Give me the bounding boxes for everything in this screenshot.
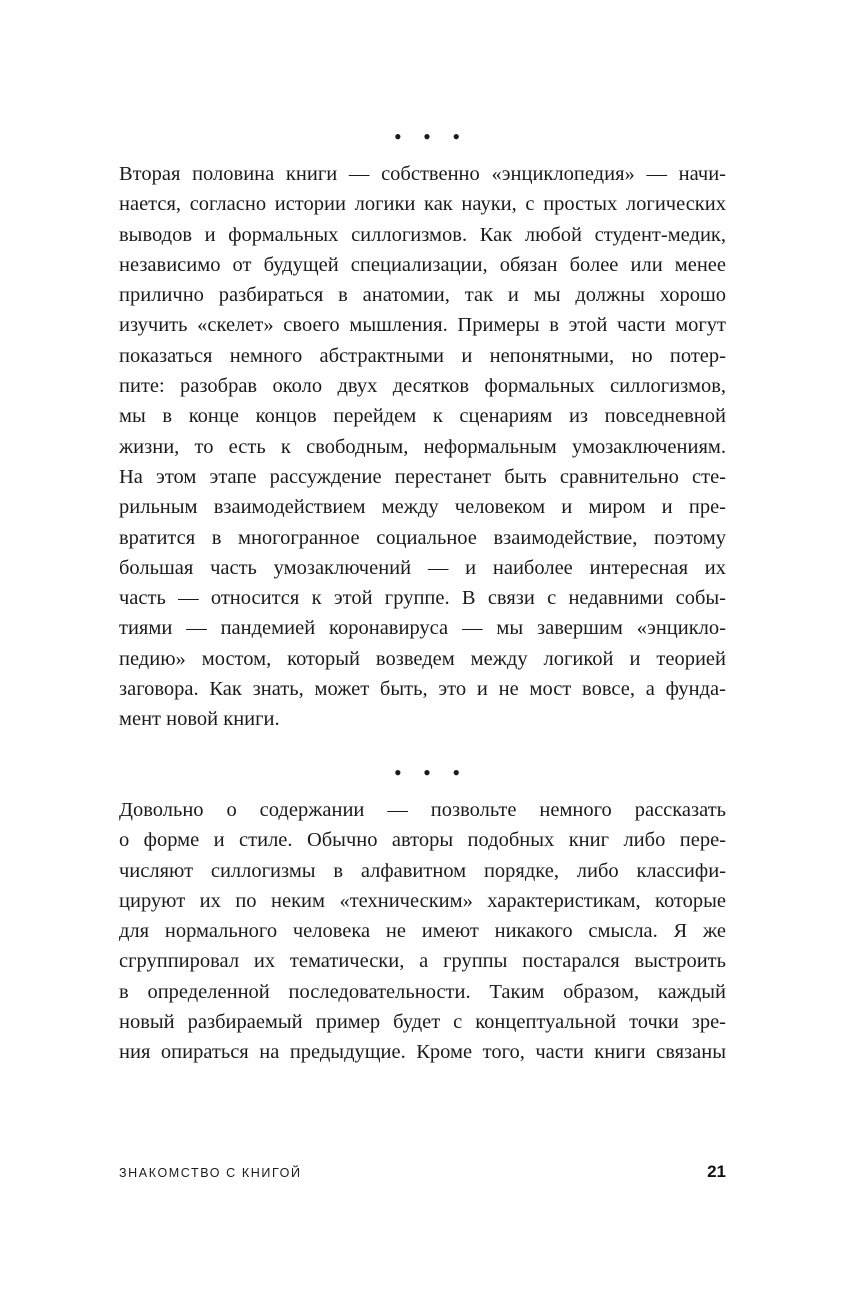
text-line: независимо от будущей специализации, обязан более или менее (119, 253, 726, 276)
text-line: сгруппировал их тематически, а группы постарался выстроить (119, 950, 726, 973)
text-line: часть — относится к этой группе. В связи с недавними собы- (119, 587, 726, 610)
text-line: цируют их по неким «техническим» характеристикам, которые (119, 889, 726, 912)
text-line: нается, согласно истории логики как науки, с простых логических (119, 193, 726, 216)
paragraph-form-and-style (119, 795, 726, 1068)
text-line: о форме и стиле. Обычно авторы подобных книг либо пере- (119, 829, 726, 852)
page-number: 21 (707, 1162, 726, 1181)
text-line: новый разбираемый пример будет с концептуальной точки зре- (119, 1011, 726, 1034)
text-line: тиями — пандемией коронавируса — мы завершим «энцикло- (119, 617, 726, 640)
text-line: вратится в многогранное социальное взаимодействие, поэтому (119, 526, 726, 549)
text-line: выводов и формальных силлогизмов. Как любой студент-медик, (119, 223, 726, 246)
text-line: мент новой книги. (119, 708, 280, 731)
text-line: пите: разобрав около двух десятков формальных силлогизмов, (119, 375, 726, 398)
text-line: показаться немного абстрактными и непонятными, но потер- (119, 344, 726, 367)
text-line: педию» мостом, который возведем между логикой и теорией (119, 647, 726, 670)
text-line: заговора. Как знать, может быть, это и не мост вовсе, а фунда- (119, 678, 726, 701)
text-line: Довольно о содержании — позвольте немного рассказать (119, 799, 726, 821)
text-line: в определенной последовательности. Таким образом, каждый (119, 980, 726, 1003)
text-line: На этом этапе рассуждение перестанет быть сравнительно сте- (119, 465, 726, 488)
text-line: мы в конце концов перейдем к сценариям из повседневной (119, 405, 726, 428)
text-line: изучить «скелет» своего мышления. Примеры в этой части могут (119, 314, 726, 337)
text-line: числяют силлогизмы в алфавитном порядке, либо классифи- (119, 859, 726, 882)
paragraph-encyclopedia (119, 159, 726, 735)
text-line: Вторая половина книги — собственно «энциклопедия» — начи- (119, 163, 726, 185)
running-head: ЗНАКОМСТВО С КНИГОЙ (119, 1166, 302, 1180)
text-line: ния опираться на предыдущие. Кроме того, части книги связаны (119, 1041, 726, 1064)
text-line: для нормального человека не имеют никакого смысла. Я же (119, 920, 726, 943)
text-line: жизни, то есть к свободным, неформальным умозаключениям. (119, 435, 726, 458)
text-line: прилично разбираться в анатомии, так и мы должны хорошо (119, 284, 726, 307)
section-separator: • • • (393, 124, 469, 149)
text-line: рильным взаимодействием между человеком и миром и пре- (119, 496, 726, 519)
section-separator: • • • (393, 760, 469, 785)
text-line: большая часть умозаключений — и наиболее интересная их (119, 556, 726, 579)
page-footer (119, 1162, 726, 1186)
